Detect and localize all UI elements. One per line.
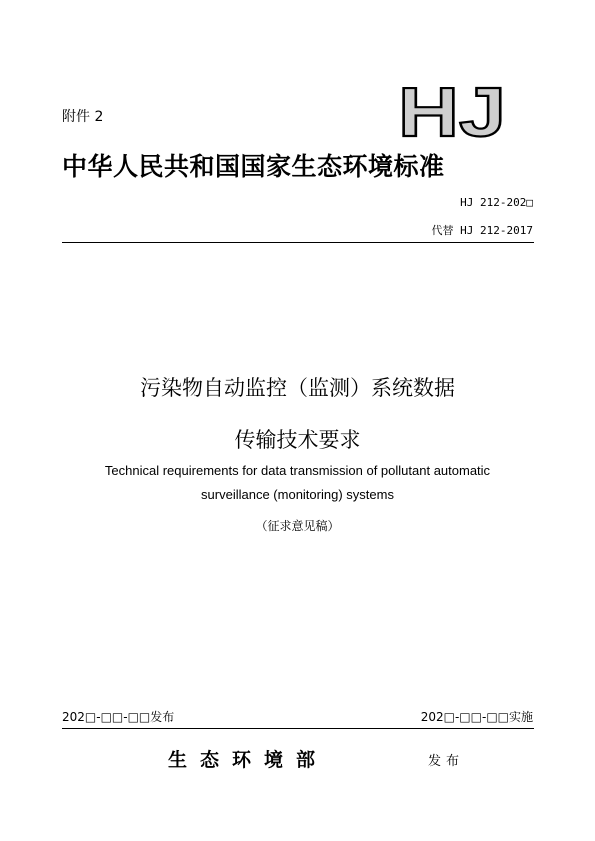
issuing-ministry: 生态环境部 xyxy=(168,749,329,771)
top-divider xyxy=(62,242,534,243)
issue-label: 发布 xyxy=(428,754,465,769)
hj-logo xyxy=(398,80,508,140)
title-en-line2: surveillance (monitoring) systems xyxy=(201,487,394,502)
title-cn-line1: 污染物自动监控（监测）系统数据 xyxy=(140,376,455,400)
standard-number: HJ 212-202□ xyxy=(460,196,533,209)
title-cn-line2: 传输技术要求 xyxy=(234,428,361,452)
svg-text:HJ: HJ xyxy=(398,80,506,140)
title-en-line1: Technical requirements for data transmission of pollutant automatic xyxy=(104,463,491,478)
bottom-divider xyxy=(62,728,534,729)
attachment-label: 附件 2 xyxy=(62,109,104,125)
draft-note: （征求意见稿） xyxy=(255,519,340,533)
organization-title: 中华人民共和国国家生态环境标准 xyxy=(62,152,445,181)
release-date: 202□-□□-□□发布 xyxy=(62,710,175,724)
replaces-standard: 代替 HJ 212-2017 xyxy=(431,224,533,237)
effective-date: 202□-□□-□□实施 xyxy=(420,710,533,724)
